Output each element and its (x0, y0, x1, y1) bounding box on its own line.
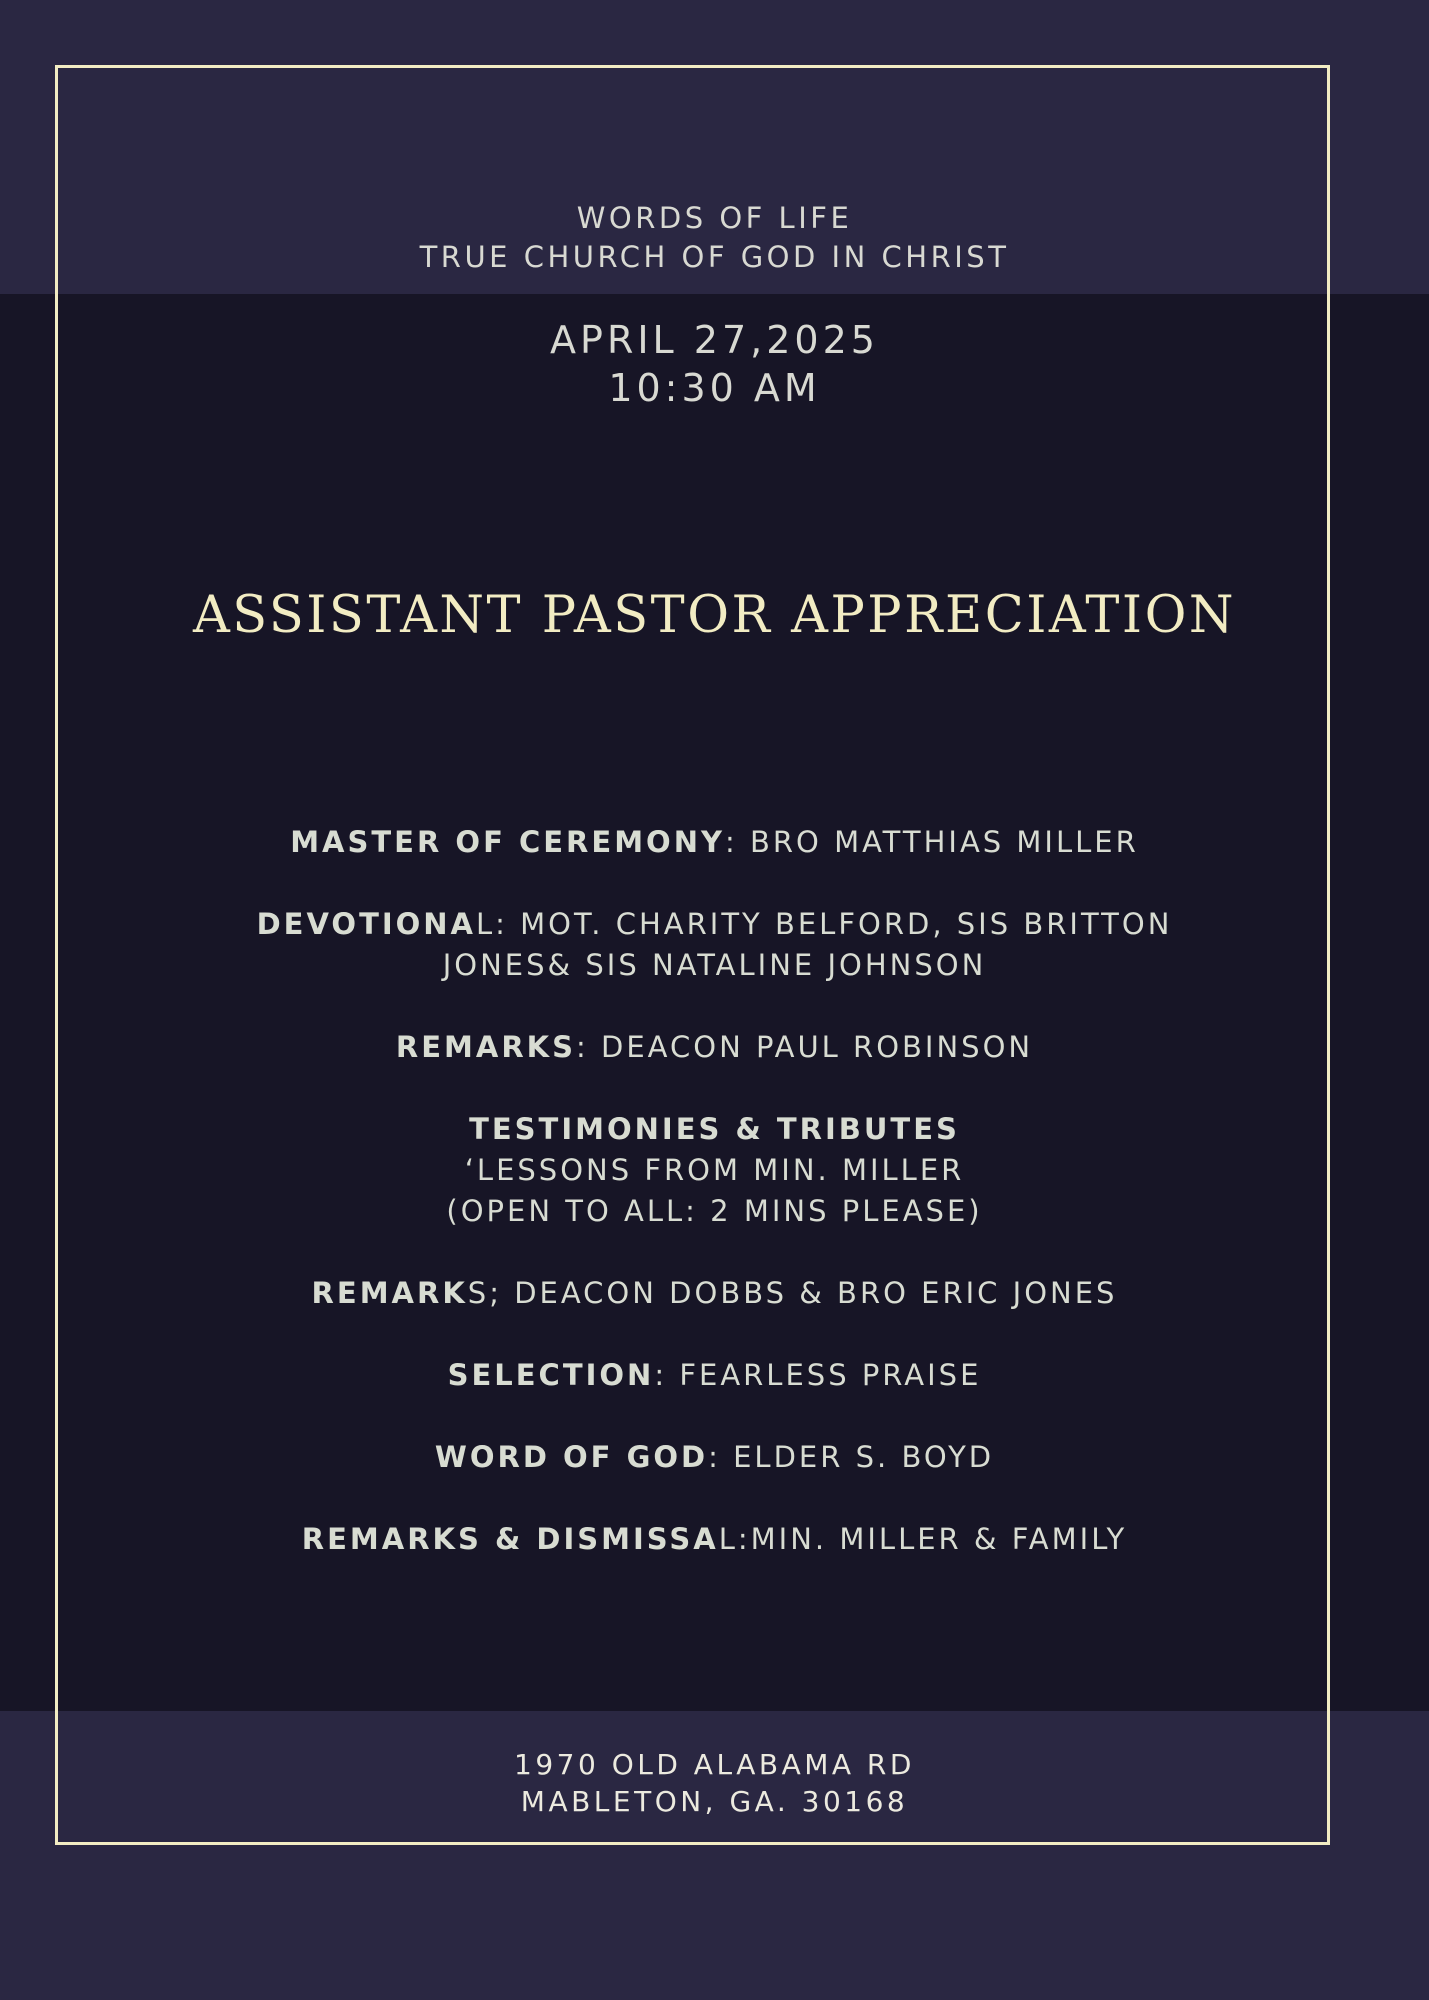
church-name-line1: WORDS OF LIFE (576, 201, 853, 235)
program-person: L:MIN. MILLER & FAMILY (718, 1522, 1128, 1556)
program-item-dismissal (0, 1522, 1429, 1556)
program-item-selection (0, 1358, 1429, 1392)
church-name-line2: TRUE CHURCH OF GOD IN CHRIST (419, 240, 1010, 274)
program-role: MASTER OF CEREMONY (290, 825, 725, 859)
program-role: REMARKS (395, 1030, 577, 1064)
program-item-testimonies (0, 1112, 1429, 1146)
program-item-remarks-deacons (0, 1276, 1429, 1310)
program-item-testimonies-line2: ‘LESSONS FROM MIN. MILLER (464, 1153, 965, 1187)
program-item-devotional-continuation: JONES& SIS NATALINE JOHNSON (442, 948, 987, 982)
address-line2: MABLETON, GA. 30168 (520, 1785, 909, 1818)
program-person: S; DEACON DOBBS & BRO ERIC JONES (467, 1276, 1118, 1310)
program-role: TESTIMONIES & TRIBUTES (469, 1112, 960, 1146)
program-person: : DEACON PAUL ROBINSON (576, 1030, 1034, 1064)
program-role: REMARK (311, 1276, 468, 1310)
address-line1: 1970 OLD ALABAMA RD (514, 1748, 915, 1781)
program-role: REMARKS & DISMISSA (301, 1522, 719, 1556)
program-role: DEVOTIONA (256, 907, 477, 941)
event-title: ASSISTANT PASTOR APPRECIATION (192, 586, 1237, 645)
program-item-testimonies-line3: (OPEN TO ALL: 2 MINS PLEASE) (446, 1194, 983, 1228)
program-person: : ELDER S. BOYD (708, 1440, 995, 1474)
program-role: SELECTION (447, 1358, 655, 1392)
event-date: APRIL 27,2025 (550, 318, 879, 362)
program-role: WORD OF GOD (434, 1440, 709, 1474)
program-person: L: MOT. CHARITY BELFORD, SIS BRITTON (476, 907, 1173, 941)
program-item-word-of-god (0, 1440, 1429, 1474)
event-time: 10:30 AM (608, 366, 821, 410)
program-item-devotional (0, 907, 1429, 941)
program-item-master-of-ceremony (0, 825, 1429, 859)
program-person: : BRO MATTHIAS MILLER (724, 825, 1139, 859)
program-item-remarks (0, 1030, 1429, 1064)
program-person: : FEARLESS PRAISE (654, 1358, 982, 1392)
